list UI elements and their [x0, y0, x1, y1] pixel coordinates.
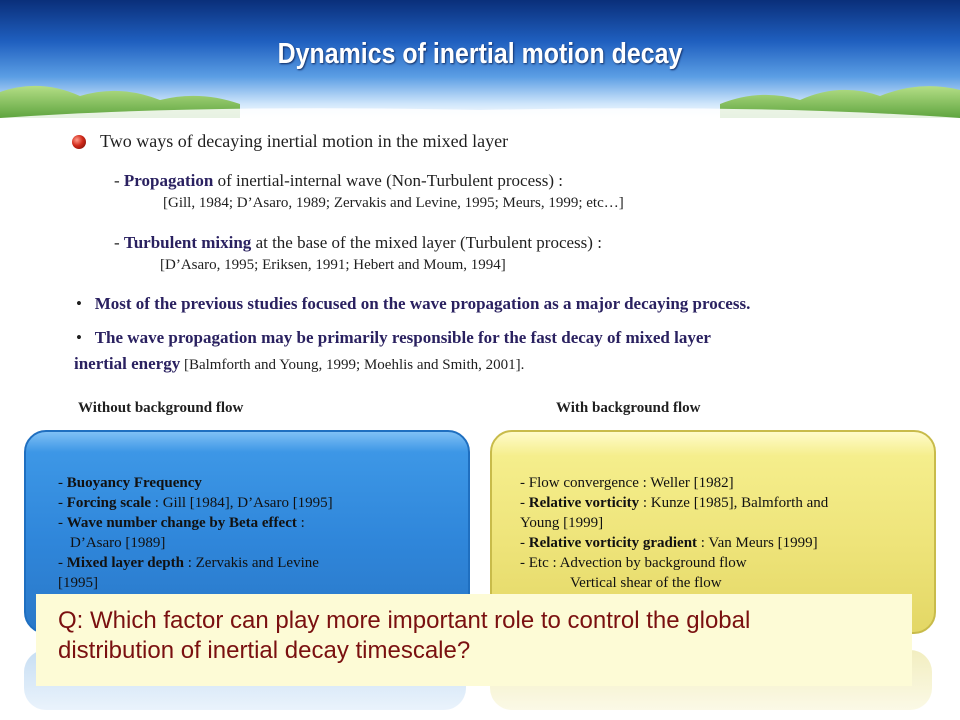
bullet-dot-icon: • — [76, 294, 95, 313]
bullet-dot-icon: • — [76, 328, 95, 347]
propagation-label: Propagation — [123, 171, 214, 190]
right-panel-text — [520, 473, 828, 593]
right-item-2-cont: Young [1999] — [520, 515, 604, 531]
point-2: • The wave propagation may be primarily responsible for the fast decay of mixed layer — [76, 328, 711, 347]
propagation-text: of inertial-internal wave (Non-Turbulent process) : — [213, 171, 564, 190]
question-line-1: Q: Which factor can play more important role to control the global — [58, 607, 751, 634]
point-1: • Most of the previous studies focused on the wave propagation as a major decaying process. — [76, 294, 751, 313]
intro-item-turbulent: - Turbulent mixing at the base of the mixed layer (Turbulent process) : — [114, 233, 602, 252]
left-panel-text — [58, 473, 333, 593]
turbulent-refs: [D’Asaro, 1995; Eriksen, 1991; Hebert and Moum, 1994] — [160, 257, 506, 273]
question-text — [58, 606, 918, 666]
left-panel-label: Without background flow — [78, 400, 244, 416]
header-banner — [0, 0, 960, 118]
left-item-2: - Forcing scale : Gill [1984], D’Asaro [1995] — [58, 495, 333, 511]
red-bullet-icon — [72, 135, 86, 149]
question-line-2: distribution of inertial decay timescale? — [58, 637, 471, 664]
right-item-2: - Relative vorticity : Kunze [1985], Balmforth and — [520, 495, 829, 511]
left-item-1: - Buoyancy Frequency — [58, 475, 202, 491]
left-item-4-cont: [1995] — [58, 575, 98, 591]
intro-heading: Two ways of decaying inertial motion in the mixed layer — [100, 131, 509, 151]
left-item-4: - Mixed layer depth : Zervakis and Levine — [58, 555, 319, 571]
propagation-refs: [Gill, 1984; D’Asaro, 1989; Zervakis and Levine, 1995; Meurs, 1999; etc…] — [163, 195, 624, 211]
right-item-3: - Relative vorticity gradient : Van Meurs [1999] — [520, 535, 818, 551]
right-item-1: - Flow convergence : Weller [1982] — [520, 475, 734, 491]
left-item-3: - Wave number change by Beta effect : — [58, 515, 305, 531]
point-2-cont: inertial energy [Balmforth and Young, 1999; Moehlis and Smith, 2001]. — [74, 354, 525, 373]
turbulent-label: Turbulent mixing — [123, 233, 252, 252]
page-title: Dynamics of inertial motion decay — [277, 38, 683, 70]
right-item-4-cont: Vertical shear of the flow — [570, 575, 722, 591]
intro-item-propagation: - Propagation of inertial-internal wave (Non-Turbulent process) : — [114, 171, 564, 190]
right-panel-label: With background flow — [556, 400, 701, 416]
turbulent-text: at the base of the mixed layer (Turbulent process) : — [251, 233, 602, 252]
right-item-4: - Etc : Advection by background flow — [520, 555, 747, 571]
left-item-3-cont: D’Asaro [1989] — [70, 535, 166, 551]
